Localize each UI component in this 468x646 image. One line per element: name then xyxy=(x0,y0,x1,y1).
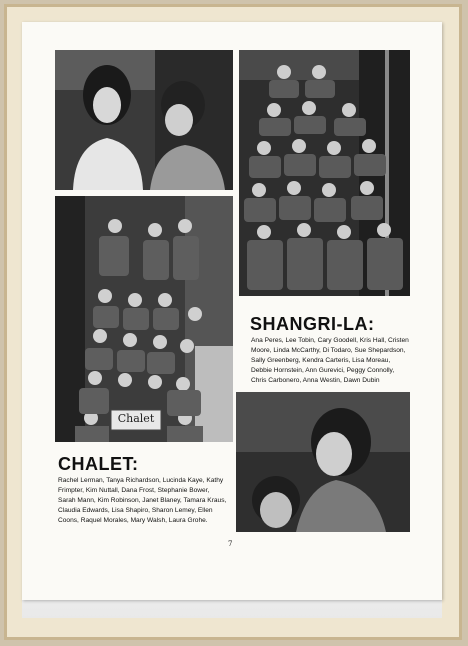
page-number: 7 xyxy=(228,540,233,548)
photo-chalet-group xyxy=(55,196,233,442)
photo-shangri-la-group xyxy=(239,50,410,296)
yearbook-page xyxy=(22,22,442,600)
shangri-la-title: SHANGRI-LA: xyxy=(250,314,375,334)
chalet-sign-text: Chalet xyxy=(117,412,155,425)
shangri-la-names: Ana Peres, Lee Tobin, Cary Goodell, Kris Hall, Cristen Moore, Linda McCarthy, Di Todaro, Sue Shepardson, Sally Greenberg, Kendra Carteris, Lisa Moreau, Debbie Hornstein, Ann Gurevici, Peggy Connolly, Chris Carbonero, Anna Westin, Dawn Dubin xyxy=(251,337,409,384)
photo-girls-closeup xyxy=(236,392,410,532)
chalet-names: Rachel Lerman, Tanya Richardson, Lucinda Kaye, Kathy Frimpter, Kim Nuttall, Dana Frost, Stephanie Bower, Sarah Mann, Kim Robinson, Janet Blaney, Tamara Kraus, Claudia Edwards, Lisa Shapiro, Sharon Lemey, Ellen Coons, Raquel Morales, Mary Walsh, Laura Grohe. xyxy=(58,477,227,524)
chalet-title: CHALET: xyxy=(58,454,139,474)
photo-two-girls xyxy=(55,50,233,190)
